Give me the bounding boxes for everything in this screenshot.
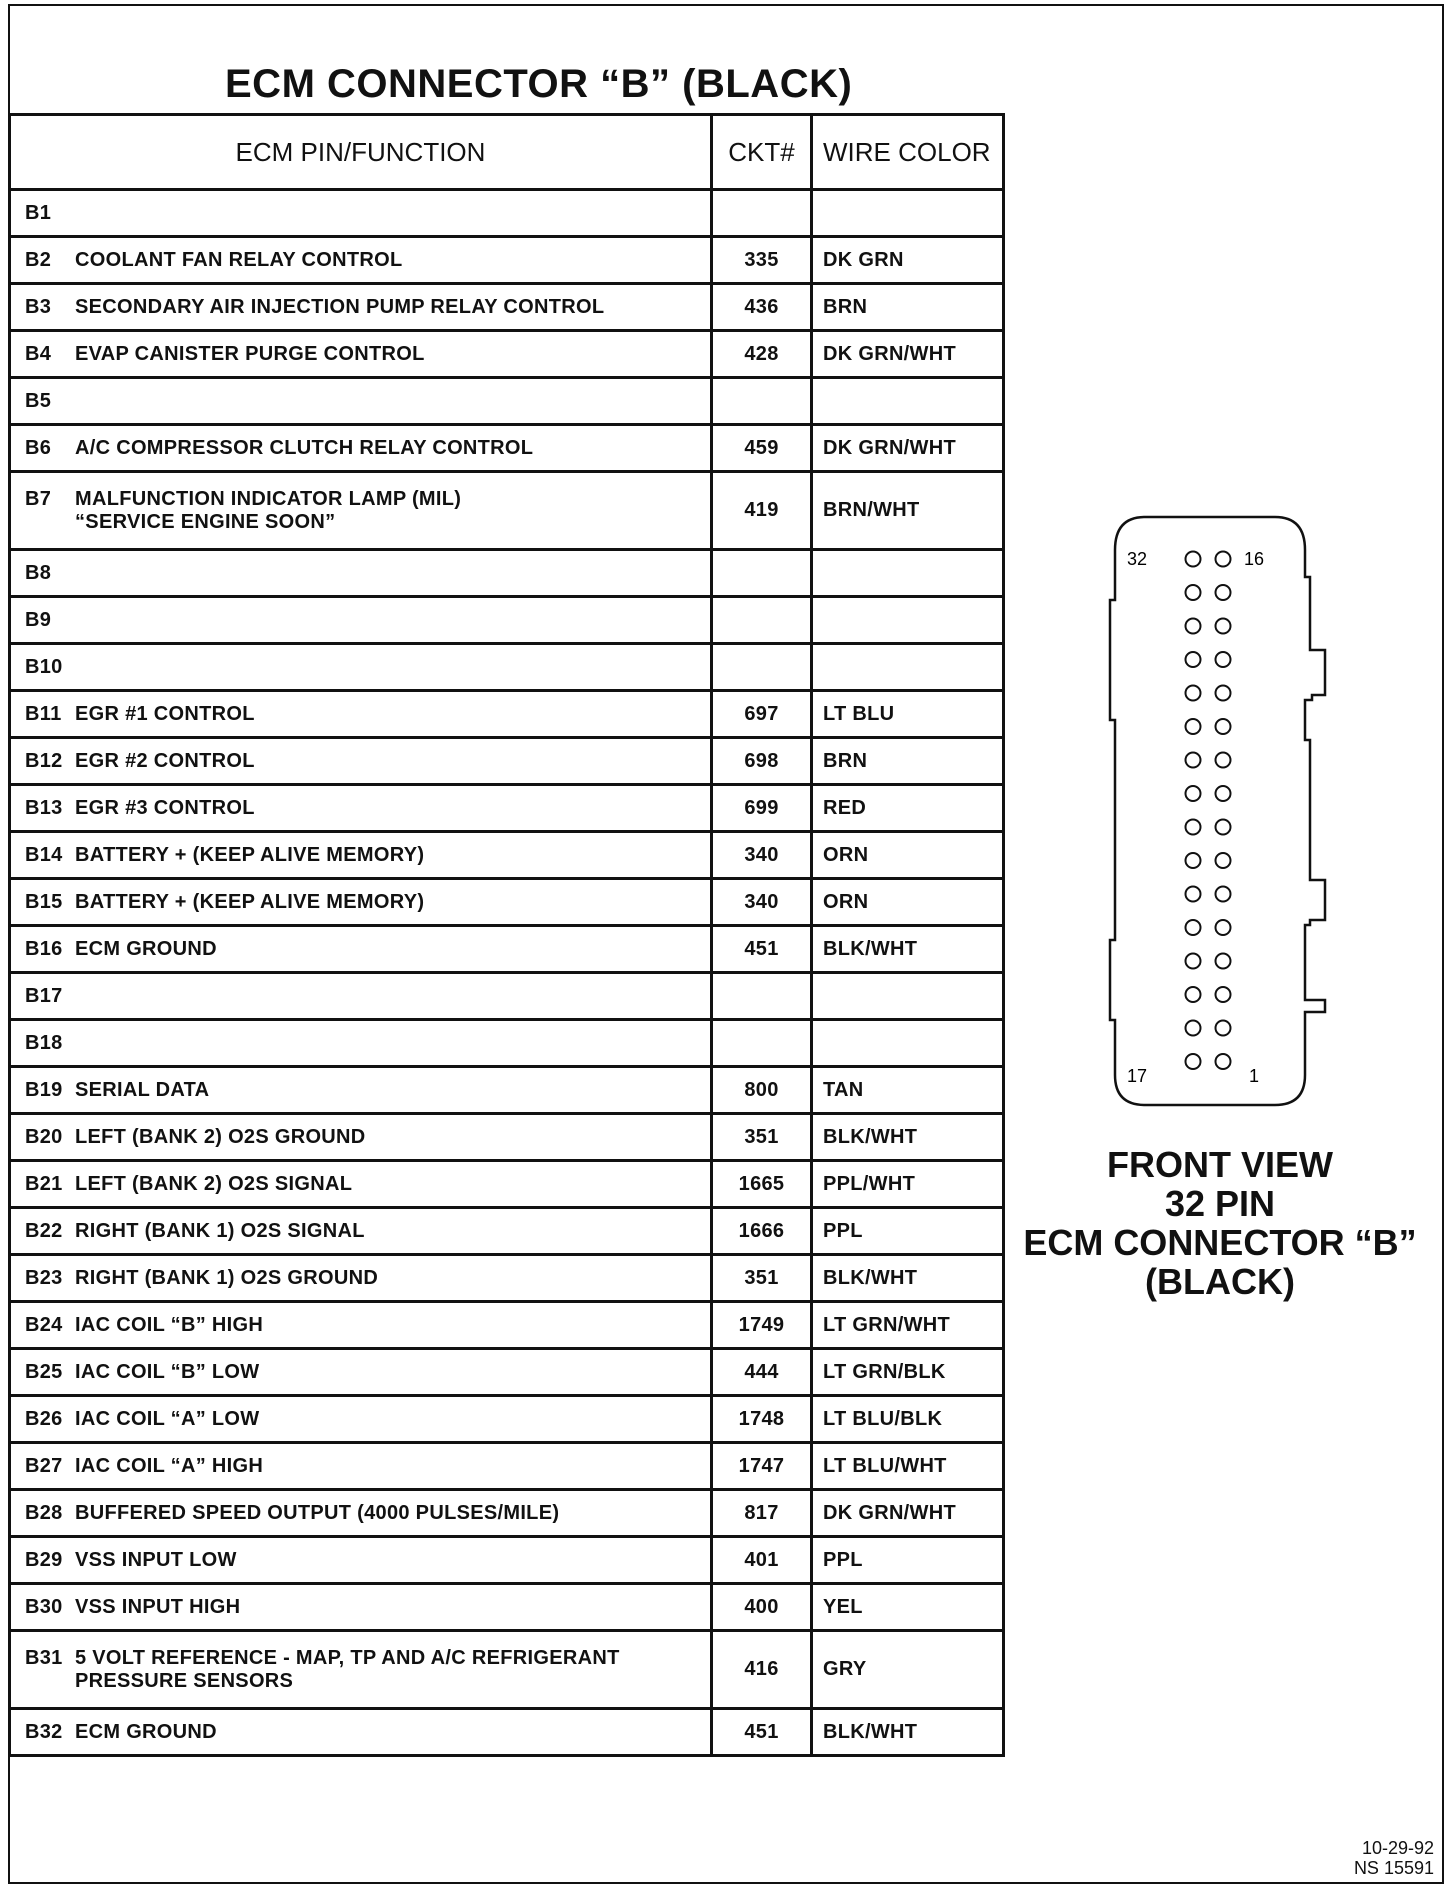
- pin-function: RIGHT (BANK 1) O2S GROUND: [75, 1266, 379, 1289]
- pin-function-cell: [10, 1255, 712, 1302]
- pin-function-cell: [10, 1302, 712, 1349]
- pin-hole: [1216, 987, 1231, 1002]
- wire-color: [812, 190, 1004, 237]
- pin-function-cell: [10, 1490, 712, 1537]
- pin-hole: [1216, 753, 1231, 768]
- pin-hole: [1186, 853, 1201, 868]
- pin-function: ECM GROUND: [75, 1720, 217, 1743]
- label-pin-16: 16: [1243, 549, 1265, 569]
- pin-id: B21: [25, 1172, 63, 1195]
- label-pin-1: 1: [1248, 1066, 1260, 1086]
- pin-id: B10: [25, 655, 63, 678]
- pin-function: IAC COIL “A” LOW: [75, 1407, 260, 1430]
- pin-function-cell: [10, 425, 712, 472]
- wire-color: LT GRN/WHT: [812, 1302, 1004, 1349]
- document-number: NS 15591: [1353, 1858, 1434, 1878]
- pin-function-cell: [10, 691, 712, 738]
- table-row: [10, 1114, 1004, 1161]
- pin-function-cell: [10, 738, 712, 785]
- circuit-number: [712, 550, 812, 597]
- wire-color: ORN: [812, 832, 1004, 879]
- circuit-number: 416: [712, 1631, 812, 1709]
- pin-function-cell: [10, 472, 712, 550]
- pin-function-cell: [10, 1396, 712, 1443]
- table-row: [10, 738, 1004, 785]
- pin-grid: [1186, 552, 1231, 1070]
- pin-function: 5 VOLT REFERENCE - MAP, TP AND A/C REFRIGERANT: [75, 1646, 620, 1669]
- pin-function-cell: [10, 1631, 712, 1709]
- pin-id: B32: [25, 1720, 63, 1743]
- pin-hole: [1186, 585, 1201, 600]
- pin-hole: [1186, 719, 1201, 734]
- document-id: [1354, 1838, 1434, 1878]
- circuit-number: 800: [712, 1067, 812, 1114]
- circuit-number: 444: [712, 1349, 812, 1396]
- header-ckt: CKT#: [712, 115, 812, 190]
- wire-color: ORN: [812, 879, 1004, 926]
- pin-function: IAC COIL “B” LOW: [75, 1360, 260, 1383]
- pin-hole: [1216, 652, 1231, 667]
- wire-color: TAN: [812, 1067, 1004, 1114]
- table-row: [10, 190, 1004, 237]
- pin-id: B13: [25, 796, 63, 819]
- label-pin-32: 32: [1126, 549, 1148, 569]
- pin-function-cell: [10, 644, 712, 691]
- pin-function: BATTERY + (KEEP ALIVE MEMORY): [75, 890, 425, 913]
- pin-hole: [1216, 920, 1231, 935]
- table-row: [10, 785, 1004, 832]
- pin-function: IAC COIL “B” HIGH: [75, 1313, 264, 1336]
- wire-color: BLK/WHT: [812, 1255, 1004, 1302]
- pin-id: B26: [25, 1407, 63, 1430]
- pin-function: BUFFERED SPEED OUTPUT (4000 PULSES/MILE): [75, 1501, 560, 1524]
- pin-id: B2: [25, 248, 52, 271]
- pin-hole: [1216, 887, 1231, 902]
- wire-color: BLK/WHT: [812, 1709, 1004, 1756]
- pin-id: B1: [25, 201, 52, 224]
- pin-function: SECONDARY AIR INJECTION PUMP RELAY CONTROL: [75, 295, 605, 318]
- pin-id: B17: [25, 984, 63, 1007]
- wire-color: PPL: [812, 1208, 1004, 1255]
- circuit-number: 419: [712, 472, 812, 550]
- table-row: [10, 644, 1004, 691]
- circuit-number: 340: [712, 832, 812, 879]
- pin-hole: [1216, 820, 1231, 835]
- pin-function: VSS INPUT LOW: [75, 1548, 237, 1571]
- caption-line-4: (BLACK): [1145, 1261, 1295, 1302]
- pin-function: EGR #2 CONTROL: [75, 749, 255, 772]
- table-row: [10, 691, 1004, 738]
- wire-color: BLK/WHT: [812, 926, 1004, 973]
- circuit-number: 351: [712, 1255, 812, 1302]
- pin-hole: [1186, 954, 1201, 969]
- table-row: [10, 378, 1004, 425]
- pin-id: B28: [25, 1501, 63, 1524]
- wire-color: YEL: [812, 1584, 1004, 1631]
- wire-color: [812, 597, 1004, 644]
- circuit-number: 451: [712, 926, 812, 973]
- wire-color: LT BLU/WHT: [812, 1443, 1004, 1490]
- header-wire-color: WIRE COLOR: [812, 115, 1004, 190]
- wire-color: [812, 644, 1004, 691]
- pin-function-cell: [10, 284, 712, 331]
- pin-id: B18: [25, 1031, 63, 1054]
- pin-id: B14: [25, 843, 63, 866]
- pin-hole: [1186, 1054, 1201, 1069]
- wire-color: RED: [812, 785, 1004, 832]
- pin-id: B9: [25, 608, 52, 631]
- wire-color: BRN/WHT: [812, 472, 1004, 550]
- wire-color: LT BLU: [812, 691, 1004, 738]
- circuit-number: 436: [712, 284, 812, 331]
- wire-color: DK GRN/WHT: [812, 331, 1004, 378]
- wire-color: PPL: [812, 1537, 1004, 1584]
- pin-table-body: [10, 190, 1004, 1756]
- wire-color: GRY: [812, 1631, 1004, 1709]
- circuit-number: 1748: [712, 1396, 812, 1443]
- pin-function-cell: [10, 879, 712, 926]
- pin-function: RIGHT (BANK 1) O2S SIGNAL: [75, 1219, 365, 1242]
- circuit-number: [712, 644, 812, 691]
- table-row: [10, 1161, 1004, 1208]
- pin-hole: [1186, 820, 1201, 835]
- pin-function: SERIAL DATA: [75, 1078, 210, 1101]
- pin-hole: [1186, 753, 1201, 768]
- pin-function-continued: PRESSURE SENSORS: [75, 1669, 294, 1692]
- table-row: [10, 1443, 1004, 1490]
- pin-id: B16: [25, 937, 63, 960]
- pin-id: B8: [25, 561, 52, 584]
- pin-function: EVAP CANISTER PURGE CONTROL: [75, 342, 425, 365]
- table-row: [10, 425, 1004, 472]
- circuit-number: 340: [712, 879, 812, 926]
- pin-id: B22: [25, 1219, 63, 1242]
- pin-hole: [1216, 1021, 1231, 1036]
- diagram-caption: [1010, 1145, 1430, 1301]
- pin-function: EGR #1 CONTROL: [75, 702, 255, 725]
- pin-function-cell: [10, 237, 712, 284]
- pin-id: B24: [25, 1313, 63, 1336]
- pin-hole: [1216, 585, 1231, 600]
- table-row: [10, 1396, 1004, 1443]
- table-row: [10, 1631, 1004, 1709]
- wire-color: BRN: [812, 284, 1004, 331]
- pin-hole: [1216, 719, 1231, 734]
- circuit-number: 1666: [712, 1208, 812, 1255]
- pin-id: B7: [25, 487, 52, 510]
- circuit-number: [712, 597, 812, 644]
- document-date: 10-29-92: [1361, 1838, 1434, 1858]
- table-row: [10, 284, 1004, 331]
- circuit-number: 1665: [712, 1161, 812, 1208]
- table-row: [10, 1020, 1004, 1067]
- pin-function-continued: “SERVICE ENGINE SOON”: [75, 510, 336, 533]
- table-row: [10, 331, 1004, 378]
- caption-line-1: FRONT VIEW: [1107, 1144, 1333, 1185]
- wire-color: [812, 378, 1004, 425]
- circuit-number: 335: [712, 237, 812, 284]
- pin-id: B11: [25, 702, 62, 725]
- circuit-number: 428: [712, 331, 812, 378]
- circuit-number: 817: [712, 1490, 812, 1537]
- pin-id: B23: [25, 1266, 63, 1289]
- table-row: [10, 550, 1004, 597]
- pin-hole: [1186, 652, 1201, 667]
- table-row: [10, 1709, 1004, 1756]
- pin-id: B25: [25, 1360, 63, 1383]
- pin-function: COOLANT FAN RELAY CONTROL: [75, 248, 403, 271]
- pin-hole: [1216, 853, 1231, 868]
- wire-color: LT BLU/BLK: [812, 1396, 1004, 1443]
- circuit-number: 401: [712, 1537, 812, 1584]
- header-function: ECM PIN/FUNCTION: [10, 115, 712, 190]
- pin-hole: [1216, 786, 1231, 801]
- wire-color: [812, 973, 1004, 1020]
- pin-function-cell: [10, 550, 712, 597]
- pin-function: BATTERY + (KEEP ALIVE MEMORY): [75, 843, 425, 866]
- pin-function-cell: [10, 1161, 712, 1208]
- page-title: ECM CONNECTOR “B” (BLACK): [225, 62, 853, 106]
- pin-function-cell: [10, 785, 712, 832]
- pin-function-cell: [10, 926, 712, 973]
- wire-color: [812, 1020, 1004, 1067]
- pin-hole: [1186, 987, 1201, 1002]
- table-header-row: [10, 115, 1004, 190]
- pin-function-cell: [10, 1584, 712, 1631]
- table-row: [10, 1537, 1004, 1584]
- pin-id: B19: [25, 1078, 63, 1101]
- pin-hole: [1186, 920, 1201, 935]
- table-row: [10, 597, 1004, 644]
- pin-function-cell: [10, 1349, 712, 1396]
- pin-table: [8, 113, 1005, 1757]
- circuit-number: [712, 378, 812, 425]
- pin-id: B29: [25, 1548, 63, 1571]
- circuit-number: 697: [712, 691, 812, 738]
- table-row: [10, 1584, 1004, 1631]
- table-row: [10, 1208, 1004, 1255]
- table-row: [10, 1302, 1004, 1349]
- pin-hole: [1186, 887, 1201, 902]
- pin-function: LEFT (BANK 2) O2S GROUND: [75, 1125, 366, 1148]
- pin-id: B15: [25, 890, 63, 913]
- pin-function-cell: [10, 378, 712, 425]
- table-row: [10, 237, 1004, 284]
- circuit-number: 1747: [712, 1443, 812, 1490]
- table-row: [10, 926, 1004, 973]
- pin-function: IAC COIL “A” HIGH: [75, 1454, 264, 1477]
- connector-outline: [1110, 517, 1325, 1105]
- pin-function-cell: [10, 973, 712, 1020]
- pin-function: ECM GROUND: [75, 937, 217, 960]
- pin-hole: [1186, 786, 1201, 801]
- pin-id: B12: [25, 749, 63, 772]
- table-row: [10, 973, 1004, 1020]
- table-row: [10, 879, 1004, 926]
- pin-hole: [1216, 954, 1231, 969]
- wire-color: DK GRN/WHT: [812, 1490, 1004, 1537]
- pin-function: LEFT (BANK 2) O2S SIGNAL: [75, 1172, 353, 1195]
- pin-hole: [1216, 552, 1231, 567]
- pin-id: B6: [25, 436, 52, 459]
- pin-function-cell: [10, 1443, 712, 1490]
- wire-color: [812, 550, 1004, 597]
- wire-color: BRN: [812, 738, 1004, 785]
- pin-function-cell: [10, 1114, 712, 1161]
- circuit-number: [712, 973, 812, 1020]
- pin-function-cell: [10, 1537, 712, 1584]
- pin-id: B20: [25, 1125, 63, 1148]
- pin-function-cell: [10, 832, 712, 879]
- table-row: [10, 1490, 1004, 1537]
- circuit-number: 1749: [712, 1302, 812, 1349]
- wire-color: BLK/WHT: [812, 1114, 1004, 1161]
- table-row: [10, 1349, 1004, 1396]
- pin-function-cell: [10, 1709, 712, 1756]
- table-row: [10, 1067, 1004, 1114]
- pin-id: B4: [25, 342, 52, 365]
- pin-function-cell: [10, 331, 712, 378]
- wire-color: DK GRN: [812, 237, 1004, 284]
- pin-hole: [1186, 1021, 1201, 1036]
- wire-color: PPL/WHT: [812, 1161, 1004, 1208]
- pin-function-cell: [10, 1208, 712, 1255]
- caption-line-3: ECM CONNECTOR “B”: [1023, 1222, 1417, 1263]
- table-row: [10, 472, 1004, 550]
- pin-id: B30: [25, 1595, 63, 1618]
- pin-function-cell: [10, 190, 712, 237]
- pin-hole: [1186, 619, 1201, 634]
- pin-hole: [1186, 686, 1201, 701]
- pin-function: EGR #3 CONTROL: [75, 796, 255, 819]
- circuit-number: 699: [712, 785, 812, 832]
- pin-id: B3: [25, 295, 52, 318]
- circuit-number: 451: [712, 1709, 812, 1756]
- caption-line-2: 32 PIN: [1164, 1183, 1276, 1224]
- circuit-number: [712, 1020, 812, 1067]
- pin-id: B27: [25, 1454, 63, 1477]
- pin-id: B5: [25, 389, 52, 412]
- circuit-number: 459: [712, 425, 812, 472]
- table-row: [10, 1255, 1004, 1302]
- wire-color: DK GRN/WHT: [812, 425, 1004, 472]
- pin-id: B31: [25, 1646, 63, 1669]
- pin-hole: [1186, 552, 1201, 567]
- pin-function: VSS INPUT HIGH: [75, 1595, 241, 1618]
- pin-hole: [1216, 1054, 1231, 1069]
- label-pin-17: 17: [1126, 1066, 1148, 1086]
- pin-function-cell: [10, 1067, 712, 1114]
- pin-function: A/C COMPRESSOR CLUTCH RELAY CONTROL: [75, 436, 534, 459]
- connector-diagram: [1090, 515, 1350, 1135]
- pin-function: MALFUNCTION INDICATOR LAMP (MIL): [75, 487, 462, 510]
- circuit-number: 351: [712, 1114, 812, 1161]
- table-row: [10, 832, 1004, 879]
- circuit-number: [712, 190, 812, 237]
- wire-color: LT GRN/BLK: [812, 1349, 1004, 1396]
- pin-hole: [1216, 619, 1231, 634]
- pin-function-cell: [10, 1020, 712, 1067]
- pin-function-cell: [10, 597, 712, 644]
- circuit-number: 400: [712, 1584, 812, 1631]
- pin-hole: [1216, 686, 1231, 701]
- circuit-number: 698: [712, 738, 812, 785]
